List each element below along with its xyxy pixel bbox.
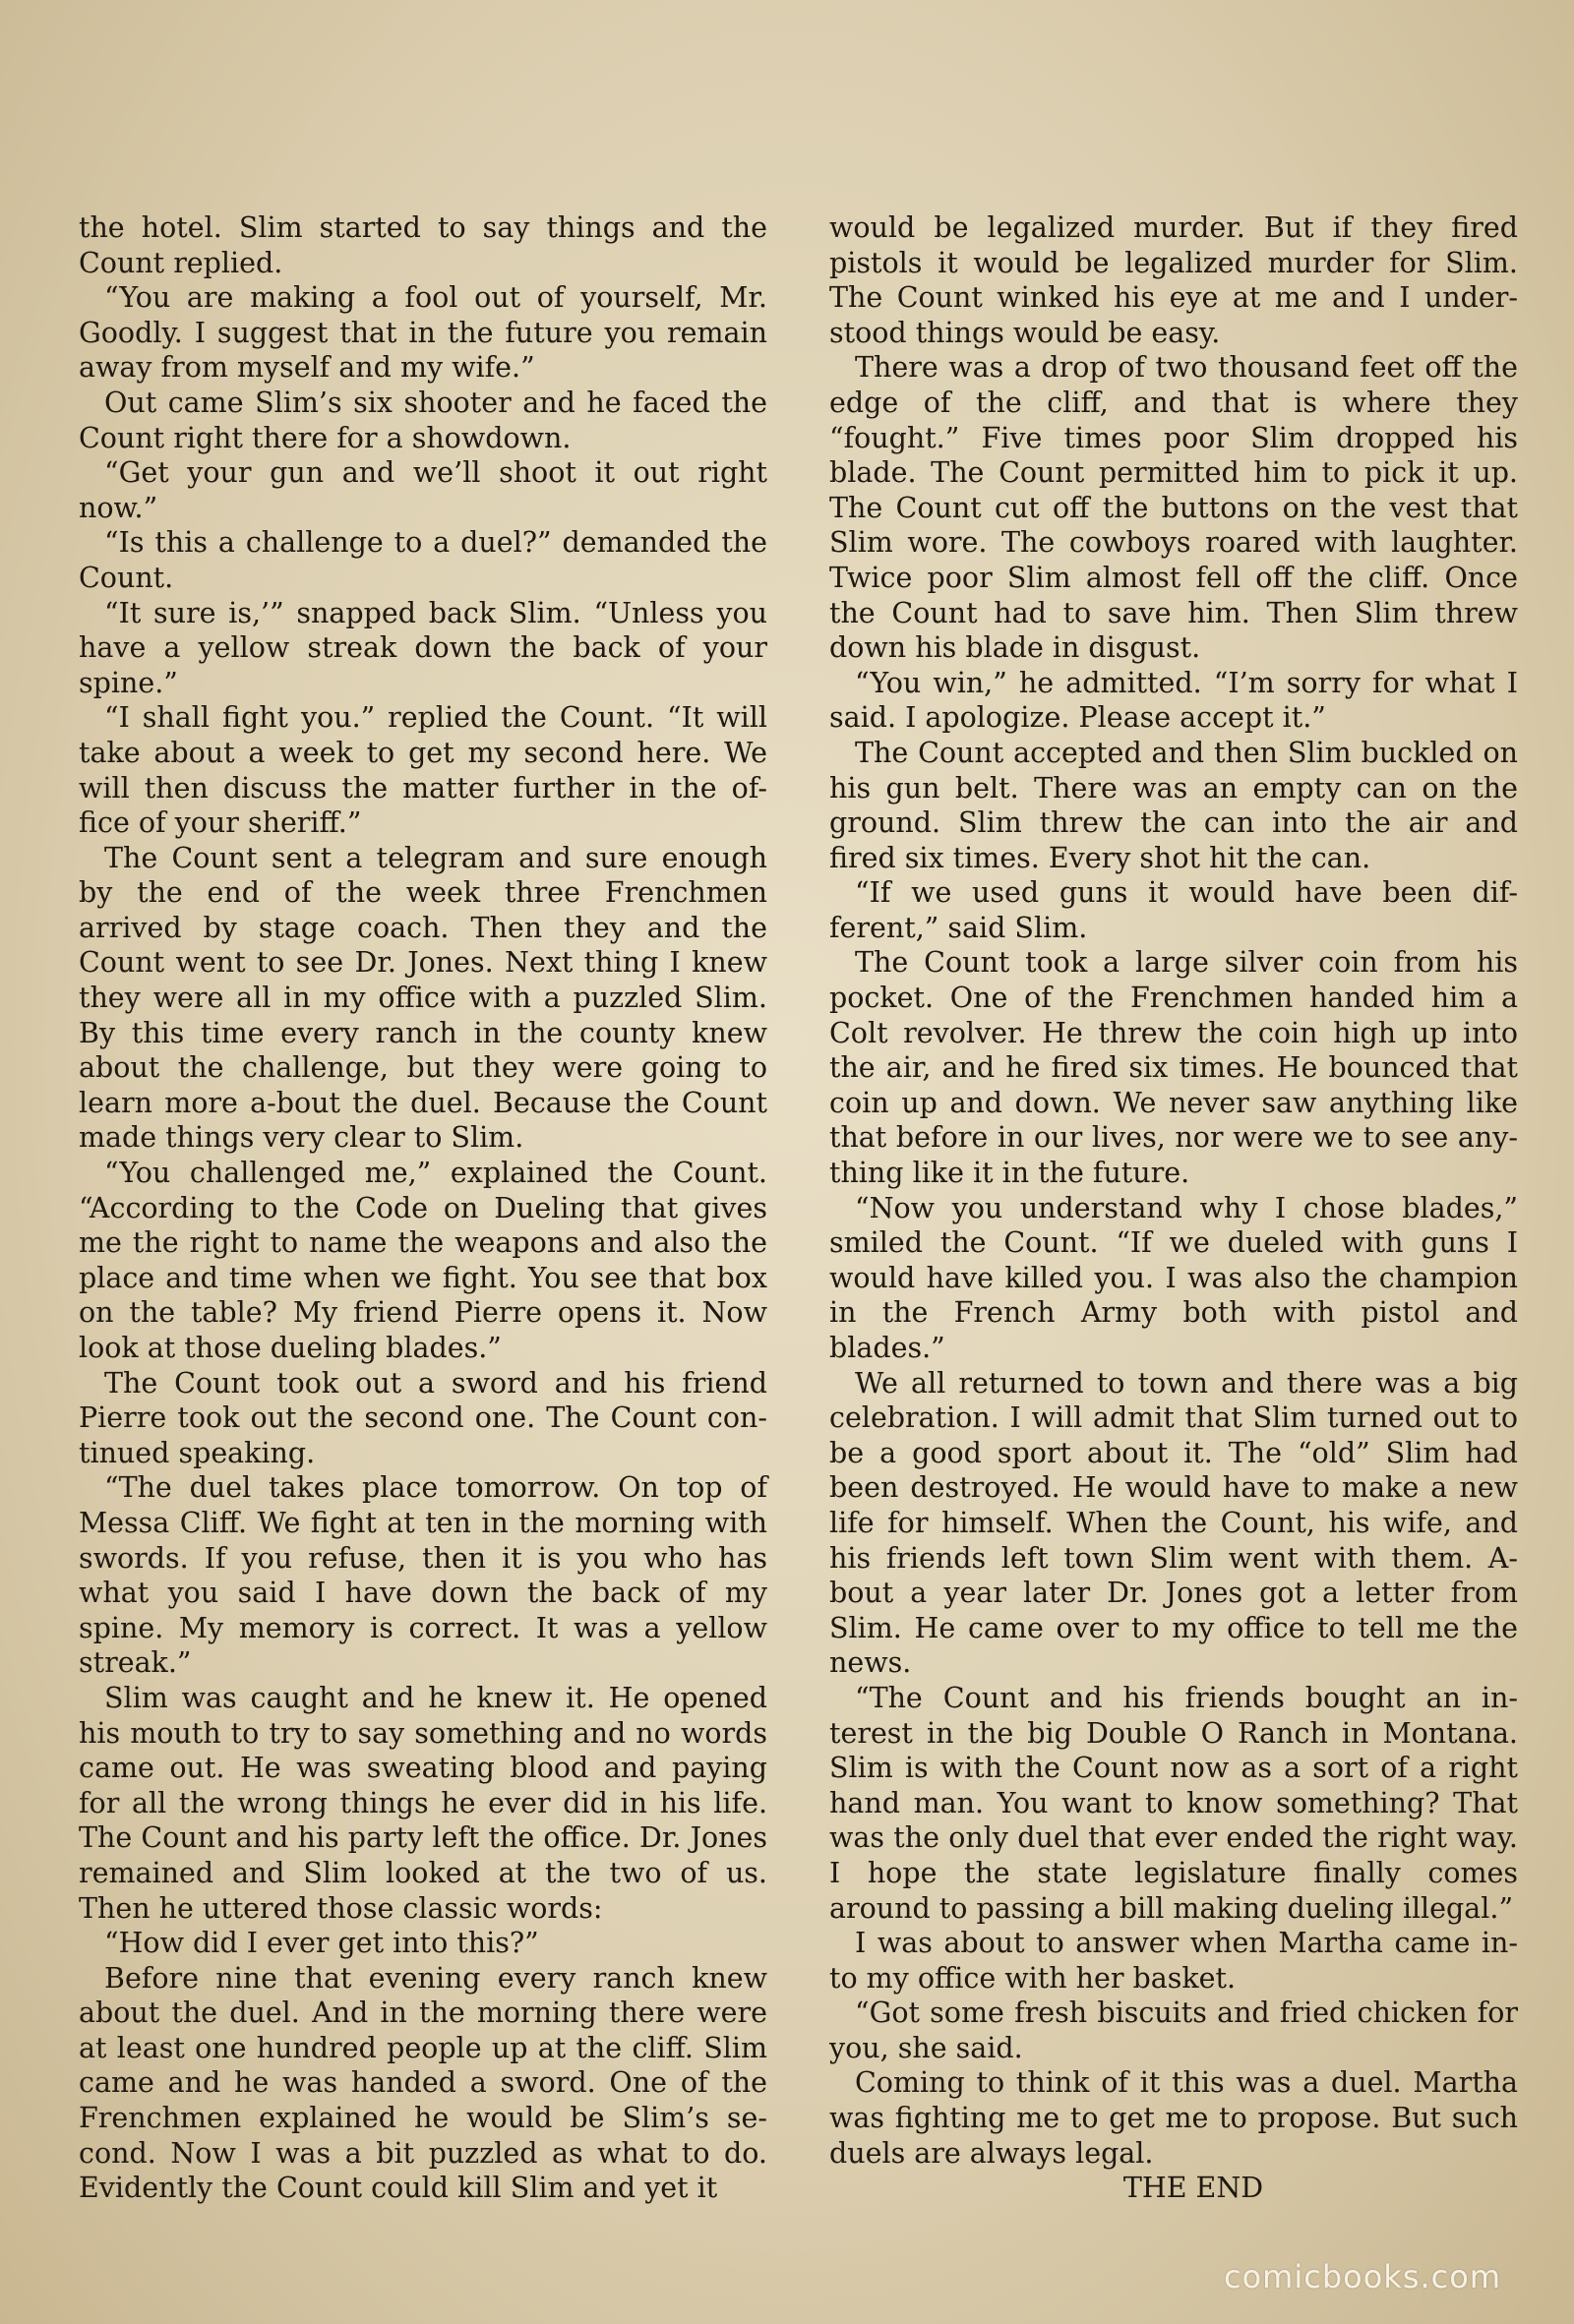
the-end-label: THE END — [1122, 2172, 1264, 2205]
right-text-column — [829, 210, 1518, 2206]
left-text-column — [79, 210, 767, 2206]
paragraph: We all returned to town and there was a big celebration. I will admit that Slim turned out to be a good sport about it. The “old” Slim had been destroyed. He would have to make a new life for himself. When the Count, his wife, and his friends left town Slim went with them. A-bout a year later Dr. Jones got a letter from Slim. He came over to my office to tell me the news. — [829, 1366, 1518, 1680]
paragraph: “You challenged me,” explained the Count. “According to the Code on Dueling that gives me the right to name the weapons and also the place and time when we fight. You see that box on the table? My friend Pierre opens it. Now look at those dueling blades.” — [79, 1157, 767, 1364]
paragraph: I was about to answer when Martha came in-to my office with her basket. — [829, 1927, 1518, 1995]
paragraph: Coming to think of it this was a duel. Martha was fighting me to get me to propose. But such duels are always legal. — [829, 2066, 1518, 2170]
paragraph: the hotel. Slim started to say things and the Count replied. — [79, 211, 767, 279]
site-watermark: comicbooks.com — [1223, 2258, 1501, 2295]
paragraph: “You are making a fool out of yourself, Mr. Goodly. I suggest that in the future you remain away from myself and my wife.” — [79, 281, 767, 385]
paragraph: There was a drop of two thousand feet off the edge of the cliff, and that is where they “fought.” Five times poor Slim dropped his blade. The Count permitted him to pick it up. The Count cut off the buttons on the vest that Slim wore. The cowboys roared with laughter. Twice poor Slim almost fell off the cliff. Once the Count had to save him. Then Slim threw down his blade in disgust. — [829, 351, 1518, 665]
paragraph: The Count took a large silver coin from his pocket. One of the Frenchmen handed him a Colt revolver. He threw the coin high up into the air, and he fired six times. He bounced that coin up and down. We never saw anything like that before in our lives, nor were we to see any-thing like it in the future. — [829, 946, 1518, 1190]
paragraph: “Get your gun and we’ll shoot it out right now.” — [79, 456, 767, 524]
paragraph: Slim was caught and he knew it. He opened his mouth to try to say something and no words came out. He was sweating blood and paying for all the wrong things he ever did in his life. The Count and his party left the office. Dr. Jones remained and Slim looked at the two of us. Then he uttered those classic words: — [79, 1681, 767, 1925]
paragraph: “How did I ever get into this?” — [104, 1927, 539, 1960]
paragraph: “If we used guns it would have been dif-ferent,” said Slim. — [829, 876, 1518, 944]
paragraph: “The duel takes place tomorrow. On top of Messa Cliff. We fight at ten in the morning with swords. If you refuse, then it is you who has what you said I have down the back of my spine. My memory is correct. It was a yellow streak.” — [79, 1471, 767, 1680]
paragraph: “Is this a challenge to a duel?” demanded the Count. — [79, 526, 767, 594]
paragraph: “The Count and his friends bought an in-terest in the big Double O Ranch in Montana. Slim is with the Count now as a sort of a right hand man. You want to know something? That was the only duel that ever ended the right way. I hope the state legislature finally comes around to passing a bill making dueling illegal.” — [829, 1681, 1518, 1925]
paragraph: Before nine that evening every ranch knew about the duel. And in the morning there were at least one hundred people up at the cliff. Slim came and he was handed a sword. One of the Frenchmen explained he would be Slim’s se-cond. Now I was a bit puzzled as what to do. Evidently the Count could kill Slim and yet it — [79, 1961, 767, 2205]
paragraph: The Count accepted and then Slim buckled on his gun belt. There was an empty can on the ground. Slim threw the can into the air and fired six times. Every shot hit the can. — [829, 736, 1518, 874]
paragraph: “It sure is,’” snapped back Slim. “Unless you have a yellow streak down the back of your spine.” — [79, 596, 767, 699]
paragraph: “You win,” he admitted. “I’m sorry for what I said. I apologize. Please accept it.” — [829, 666, 1518, 735]
paragraph: “I shall fight you.” replied the Count. “It will take about a week to get my second here. We will then discuss the matter further in the of-fice of your sheriff.” — [79, 701, 767, 840]
paragraph: Out came Slim’s six shooter and he faced the Count right there for a showdown. — [79, 386, 767, 454]
paragraph: The Count took out a sword and his friend Pierre took out the second one. The Count con-tinued speaking. — [79, 1366, 767, 1469]
paragraph: would be legalized murder. But if they fired pistols it would be legalized murder for Slim. The Count winked his eye at me and I under-stood things would be easy. — [829, 211, 1518, 349]
paragraph: “Now you understand why I chose blades,” smiled the Count. “If we dueled with guns I would have killed you. I was also the champion in the French Army both with pistol and blades.” — [829, 1191, 1518, 1364]
paragraph: “Got some fresh biscuits and fried chicken for you, she said. — [829, 1996, 1518, 2064]
paragraph: The Count sent a telegram and sure enough by the end of the week three Frenchmen arrived by stage coach. Then they and the Count went to see Dr. Jones. Next thing I knew they were all in my office with a puzzled Slim. By this time every ranch in the county knew about the challenge, but they were going to learn more a-bout the duel. Because the Count made things very clear to Slim. — [79, 841, 767, 1155]
